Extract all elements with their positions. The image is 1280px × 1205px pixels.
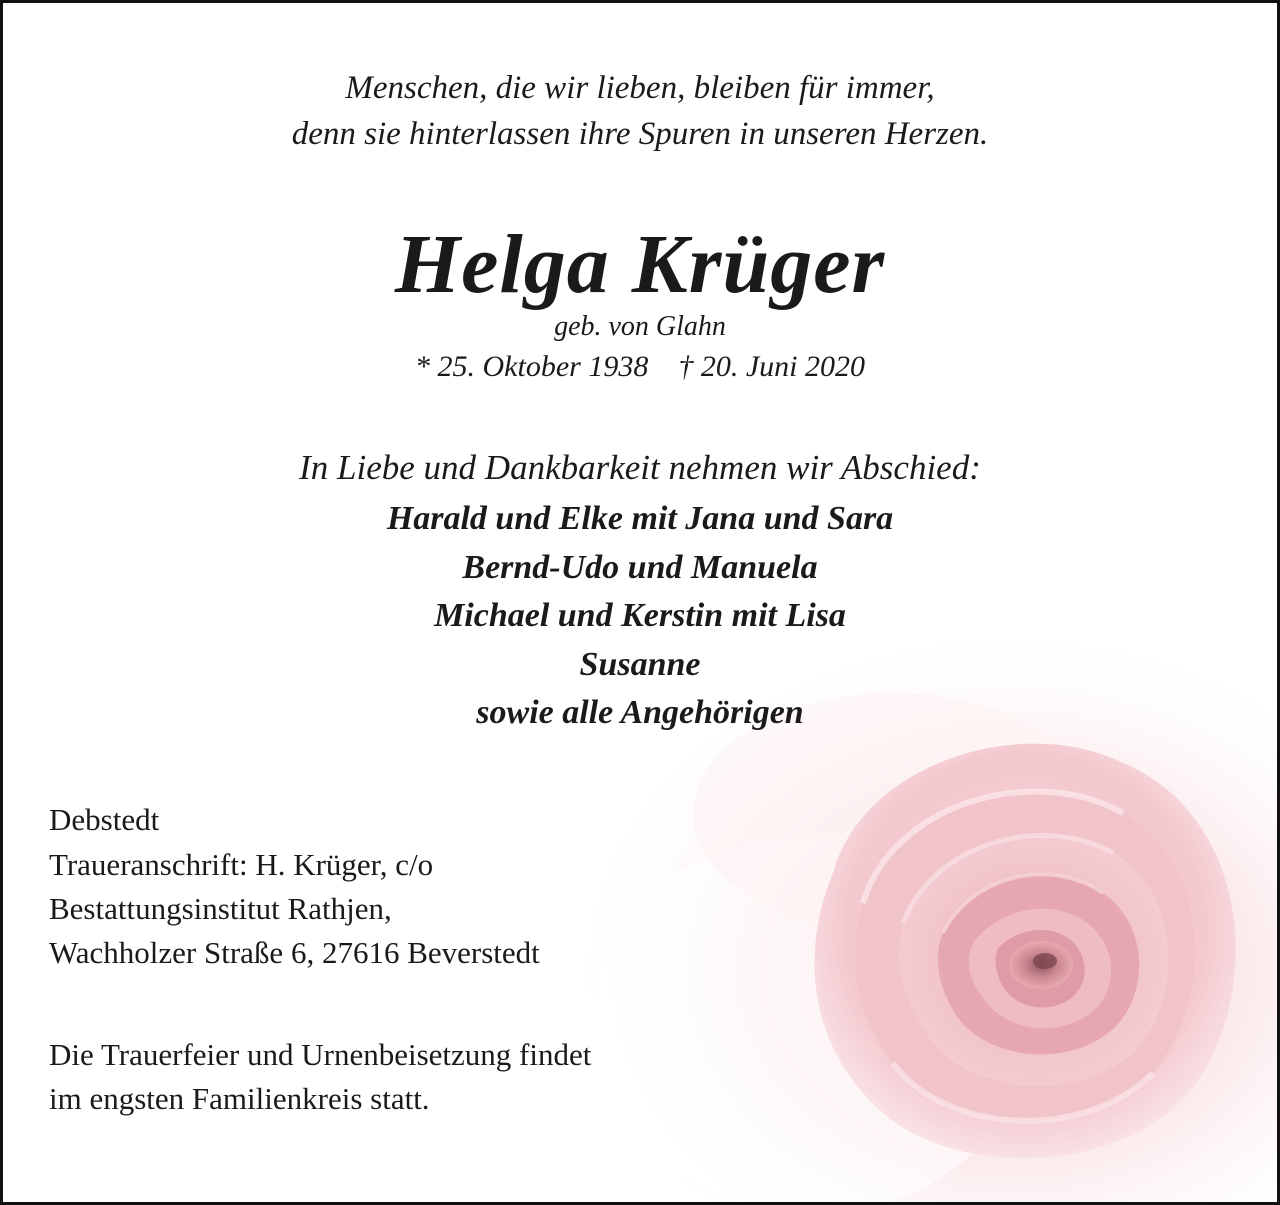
mourner-entry: Michael und Kerstin mit Lisa — [434, 597, 846, 634]
quote-line: Menschen, die wir lieben, bleiben für immer, — [345, 70, 935, 106]
birth-name: geb. von Glahn — [554, 311, 726, 342]
mourner-entry: Bernd-Udo und Manuela — [462, 548, 818, 586]
birth-date: * 25. Oktober 1938 — [415, 350, 649, 383]
mourners-list — [3, 495, 1277, 738]
mourner-entry: sowie alle Angehörigen — [476, 694, 804, 731]
quote-line: denn sie hinterlassen ihre Spuren in unseren Herzen. — [291, 116, 989, 152]
note-line: Die Trauerfeier und Urnenbeisetzung findet — [49, 1037, 592, 1072]
deceased-name: Helga Krüger — [394, 218, 886, 311]
mourning-address — [49, 843, 540, 975]
ceremony-note — [49, 1033, 591, 1121]
death-date: † 20. Juni 2020 — [678, 350, 865, 383]
life-dates — [3, 347, 1277, 387]
note-line: im engsten Familienkreis statt. — [49, 1081, 430, 1116]
place-name: Debstedt — [49, 802, 160, 837]
mourner-entry: Harald und Elke mit Jana und Sara — [386, 500, 894, 537]
mourner-entry: Susanne — [579, 645, 701, 683]
memorial-quote — [3, 65, 1277, 157]
address-line: Bestattungsinstitut Rathjen, — [49, 891, 392, 926]
address-line: Traueranschrift: H. Krüger, c/o — [49, 847, 434, 882]
address-line: Wachholzer Straße 6, 27616 Beverstedt — [49, 935, 540, 970]
farewell-line: In Liebe und Dankbarkeit nehmen wir Abschied: — [299, 448, 981, 487]
